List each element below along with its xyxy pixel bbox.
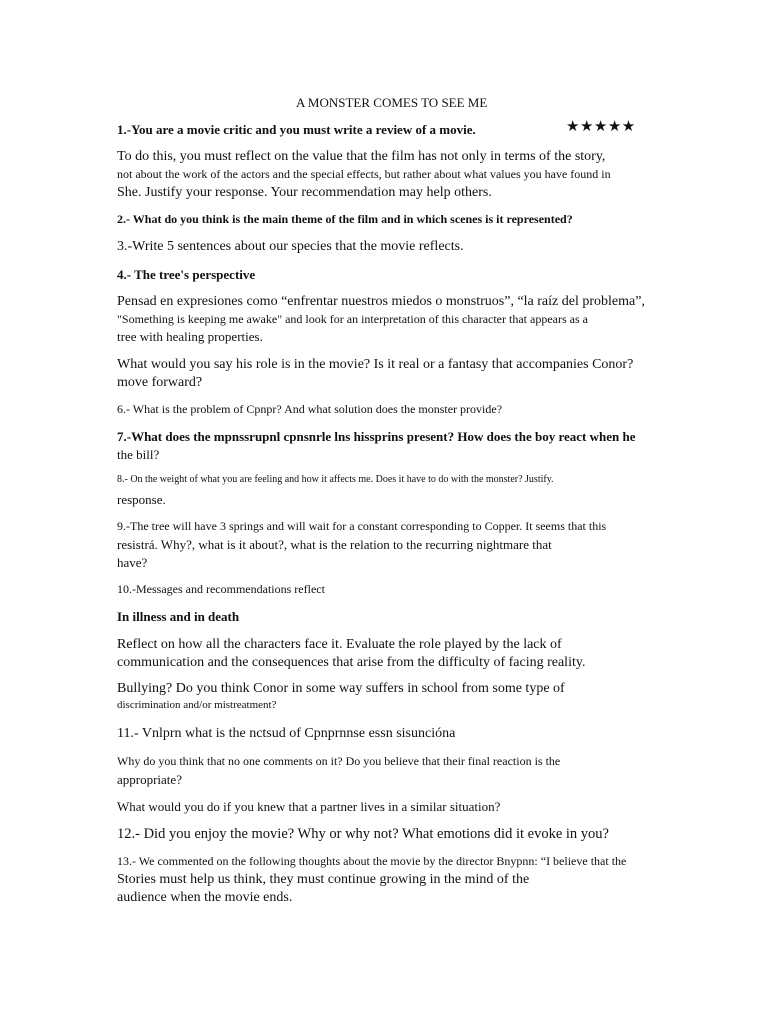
question-8: response. bbox=[117, 492, 166, 507]
question-10: 10.-Messages and recommendations reflect bbox=[117, 582, 325, 596]
section-text: communication and the consequences that arise from the difficulty of facing reality. bbox=[117, 655, 586, 670]
question-11-text: What would you do if you knew that a partner lives in a similar situation? bbox=[117, 799, 501, 814]
section-text: discrimination and/or mistreatment? bbox=[117, 699, 277, 711]
question-4-text: tree with healing properties. bbox=[117, 329, 263, 344]
question-11-text: Why do you think that no one comments on it? Do you believe that their final reaction is the bbox=[117, 754, 561, 768]
question-5-text: move forward? bbox=[117, 375, 203, 390]
question-7: 7.-What does the mpnssrupnl cpnsnrle lns hissprins present? How does the boy react when he bbox=[117, 429, 636, 444]
document-title: A MONSTER COMES TO SEE ME bbox=[296, 95, 488, 110]
question-9: resistrá. Why?, what is it about?, what is the relation to the recurring nightmare that bbox=[117, 537, 552, 552]
question-7: the bill? bbox=[117, 447, 160, 462]
question-9: have? bbox=[117, 555, 148, 570]
question-9: 9.-The tree will have 3 springs and will wait for a constant corresponding to Copper. It seems that this bbox=[117, 519, 607, 533]
question-4-heading: 4.- The tree's perspective bbox=[117, 267, 256, 282]
question-1-text: not about the work of the actors and the special effects, but rather about what values you have found in bbox=[117, 167, 611, 181]
question-1-text: She. Justify your response. Your recommendation may help others. bbox=[117, 185, 492, 200]
question-11-text: appropriate? bbox=[117, 772, 182, 787]
section-text: Bullying? Do you think Conor in some way suffers in school from some type of bbox=[117, 681, 565, 696]
question-13: Stories must help us think, they must continue growing in the mind of the bbox=[117, 872, 530, 887]
question-6: 6.- What is the problem of Cpnpr? And what solution does the monster provide? bbox=[117, 402, 503, 416]
rating-stars: ★★★★★ bbox=[566, 119, 636, 135]
question-2: 2.- What do you think is the main theme of the film and in which scenes is it represented? bbox=[117, 212, 573, 226]
question-8: 8.- On the weight of what you are feeling and how it affects me. Does it have to do with the monster? Justify. bbox=[117, 474, 554, 485]
question-11: 11.- Vnlprn what is the nctsud of Cpnprnnse essn sisunciónа bbox=[117, 726, 456, 741]
question-4-text: Pensad en expresiones como “enfrentar nuestros miedos o monstruos”, “la raíz del problema”, bbox=[117, 294, 645, 309]
section-text: Reflect on how all the characters face it. Evaluate the role played by the lack of bbox=[117, 637, 562, 652]
question-12: 12.- Did you enjoy the movie? Why or why not? What emotions did it evoke in you? bbox=[117, 826, 609, 842]
question-1-text: To do this, you must reflect on the value that the film has not only in terms of the story, bbox=[117, 149, 606, 164]
question-3: 3.-Write 5 sentences about our species that the movie reflects. bbox=[117, 239, 464, 254]
question-4-text: "Something is keeping me awake" and look for an interpretation of this character that appears as a bbox=[117, 312, 588, 326]
question-1-heading: 1.-You are a movie critic and you must write a review of a movie. bbox=[117, 122, 476, 137]
question-5-text: What would you say his role is in the movie? Is it real or a fantasy that accompanies Conor? bbox=[117, 357, 634, 372]
section-heading: In illness and in death bbox=[117, 609, 240, 624]
question-13: audience when the movie ends. bbox=[117, 890, 293, 905]
question-13: 13.- We commented on the following thoughts about the movie by the director Bnypnn: “I believe that the bbox=[117, 854, 627, 868]
